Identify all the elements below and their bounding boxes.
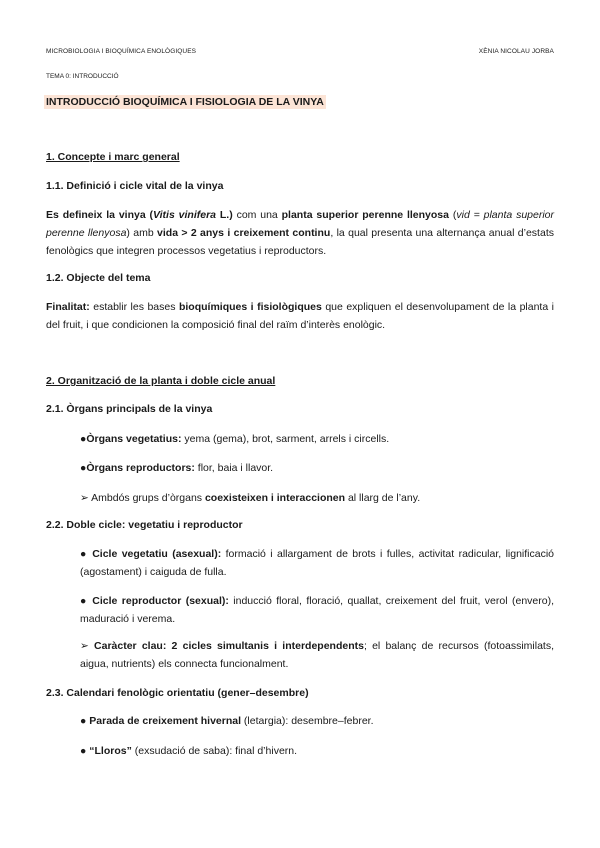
header-author: XÈNIA NICOLAU JORBA (478, 48, 554, 55)
subsection-2-2-heading: 2.2. Doble cicle: vegetatiu i reproductor (46, 519, 243, 531)
subsection-1-2-heading: 1.2. Objecte del tema (46, 272, 151, 284)
subsection-2-3-heading: 2.3. Calendari fenològic orientatiu (gener–desembre) (46, 687, 309, 699)
bullet-icon: ● (80, 715, 87, 727)
arrow-icon: ➢ (80, 640, 89, 652)
list-item: ●Òrgans reproductors: flor, baia i llavor. (80, 462, 274, 474)
bullet-icon: ● (80, 433, 87, 445)
header-topic: TEMA 0: INTRODUCCIÓ (46, 73, 119, 80)
subsection-2-1-heading: 2.1. Òrgans principals de la vinya (46, 403, 213, 415)
paragraph-1-2: Finalitat: establir les bases bioquímiques i fisiològiques que expliquen el desenvolupament de la planta i del fruit, i que condicionen la composició final del raïm d’interès enològic. (46, 301, 554, 331)
list-item: ➢ Caràcter clau: 2 cicles simultanis i interdependents; el balanç de recursos (fotoassimilats, aigua, nutrients) els connecta funcionalment. (80, 640, 554, 670)
bullet-icon: ● (80, 462, 87, 474)
list-item: ● Cicle reproductor (sexual): inducció floral, floració, quallat, creixement del fruit, verol (envero), maduració i verema. (80, 595, 555, 625)
bullet-icon: ● (80, 745, 87, 757)
list-item: ● Cicle vegetatiu (asexual): formació i allargament de brots i fulles, activitat radicular, lignificació (agostament) i caiguda de fulla. (80, 548, 555, 578)
list-item: ● “Lloros” (exsudació de saba): final d’hivern. (80, 745, 298, 757)
paragraph-1-1: Es defineix la vinya (Vitis vinifera L.) com una planta superior perenne llenyosa (vid = planta superior perenne llenyosa) amb vida > 2 anys i creixement continu, la qual presenta una alternança anual d’estats fenològics que integren processos vegetatius i reproductors. (46, 209, 555, 257)
list-item: ●Òrgans vegetatius: yema (gema), brot, sarment, arrels i circells. (80, 433, 390, 445)
subsection-1-1-heading: 1.1. Definició i cicle vital de la vinya (46, 180, 224, 192)
bullet-icon: ● (80, 548, 88, 560)
list-item: ➢ Ambdós grups d’òrgans coexisteixen i interaccionen al llarg de l’any. (80, 492, 421, 504)
document-title: INTRODUCCIÓ BIOQUÍMICA I FISIOLOGIA DE LA VINYA (46, 96, 324, 108)
arrow-icon: ➢ (80, 492, 89, 504)
list-item: ● Parada de creixement hivernal (letargia): desembre–febrer. (80, 715, 374, 727)
bullet-icon: ● (80, 595, 88, 607)
section-1-heading: 1. Concepte i marc general (46, 151, 180, 163)
section-2-heading: 2. Organització de la planta i doble cicle anual (46, 375, 276, 387)
header-course: MICROBIOLOGIA I BIOQUÍMICA ENOLÒGIQUES (46, 48, 197, 55)
